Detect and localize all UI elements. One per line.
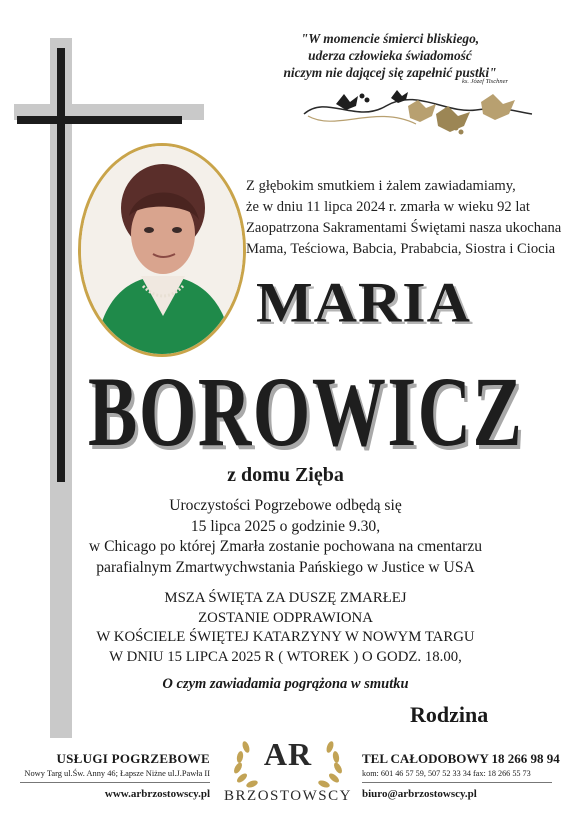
email-link[interactable]: biuro@arbrzostowscy.pl <box>362 788 477 800</box>
phone-title: TEL CAŁODOBOWY 18 266 98 94 <box>362 751 560 766</box>
laurel-wreath-logo-icon <box>218 728 358 812</box>
quote-line: uderza człowieka świadomość <box>308 48 472 63</box>
maiden-name: z domu Zięba <box>227 464 344 486</box>
footer-divider-left <box>20 782 210 783</box>
mass-line: ZOSTANIE ODPRAWIONA <box>198 609 373 626</box>
portrait-illustration <box>81 146 243 354</box>
announcement-line: Mama, Teściowa, Babcia, Prababcia, Siostra i Ciocia <box>246 241 556 257</box>
cross-horizontal-bar <box>17 116 182 124</box>
memorial-quote <box>250 30 530 81</box>
announcement-text <box>246 176 562 260</box>
ceremony-line: 15 lipca 2025 o godzinie 9.30, <box>190 517 381 535</box>
footer-divider-right <box>362 782 552 783</box>
announcement-line: że w dniu 11 lipca 2024 r. zmarła w wieku 92 lat <box>246 199 530 215</box>
announcement-line: Z głębokim smutkiem i żalem zawiadamiamy, <box>246 178 516 194</box>
ceremony-line: Uroczystości Pogrzebowe odbędą się <box>169 497 402 514</box>
mass-line: W DNIU 15 LIPCA 2025 R ( WTOREK ) O GODZ. 18.00, <box>109 648 462 665</box>
cross-vertical-bar <box>57 48 65 482</box>
portrait-photo <box>78 143 246 357</box>
mass-line: MSZA ŚWIĘTA ZA DUSZĘ ZMARŁEJ <box>164 590 407 606</box>
website-link[interactable]: www.arbrzostowscy.pl <box>104 788 210 800</box>
grapevine-icon <box>296 84 536 144</box>
grief-statement: O czym zawiadamia pogrążona w smutku <box>162 676 409 692</box>
phone-numbers: kom: 601 46 57 59, 507 52 33 34 fax: 18 266 55 73 <box>362 769 531 778</box>
mass-details <box>0 589 571 667</box>
logo-initials: AR <box>263 736 313 772</box>
quote-author: ks. Józef Tischner <box>461 78 508 85</box>
funeral-services-title: USŁUGI POGRZEBOWE <box>56 751 210 766</box>
ceremony-line: parafialnym Zmartwychwstania Pańskiego w Justice w USA <box>96 558 475 576</box>
deceased-last-name: BOROWICZ <box>88 356 524 467</box>
logo-name: BRZOSTOWSCY <box>224 788 352 804</box>
family-signature: Rodzina <box>410 702 489 727</box>
deceased-first-name: MARIA <box>256 270 471 334</box>
quote-line: "W momencie śmierci bliskiego, <box>300 31 480 46</box>
quote-line: niczym nie dającej się zapełnić pustki" <box>283 65 497 80</box>
ceremony-line: w Chicago po której Zmarła zostanie pochowana na cmentarzu <box>88 538 483 555</box>
funeral-services-address: Nowy Targ ul.Św. Anny 46; Łapsze Niżne ul.J.Pawła II <box>24 769 210 778</box>
mass-line: W KOŚCIELE ŚWIĘTEJ KATARZYNY W NOWYM TARGU <box>96 629 475 645</box>
announcement-line: Zaopatrzona Sakramentami Świętami nasza ukochana <box>246 220 562 236</box>
ceremony-details <box>0 496 571 578</box>
